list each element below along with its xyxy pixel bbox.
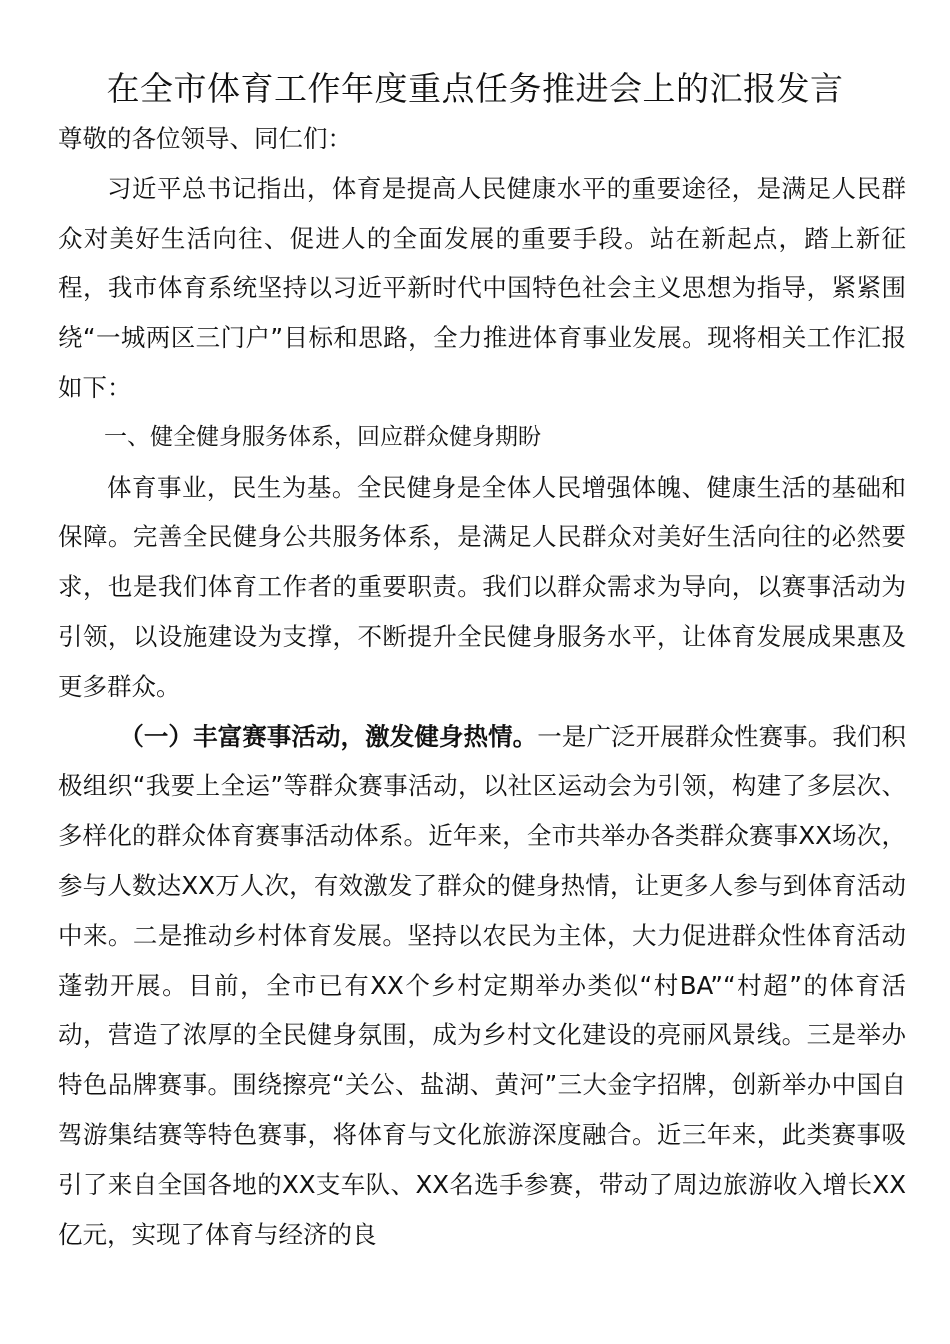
document-body (58, 114, 906, 1259)
document-title: 在全市体育工作年度重点任务推进会上的汇报发言 (106, 69, 844, 108)
subsection-paragraph (58, 712, 906, 1260)
subsection-text: 一是广泛开展群众性赛事。我们积极组织“我要上全运”等群众赛事活动，以社区运动会为引领，构建了多层次、多样化的群众体育赛事活动体系。近年来，全市共举办各类群众赛事XX场次，参与人数达XX万人次，有效激发了群众的健身热情，让更多人参与到体育活动中来。二是推动乡村体育发展。坚持以农民为主体，大力促进群众性体育活动蓬勃开展。目前，全市已有XX个乡村定期举办类似“村BA”“村超”的体育活动，营造了浓厚的全民健身氛围，成为乡村文化建设的亮丽风景线。三是举办特色品牌赛事。围绕擦亮“关公、盐湖、黄河”三大金字招牌，创新举办中国自驾游集结赛等特色赛事，将体育与文化旅游深度融合。近三年来，此类赛事吸引了来自全国各地的XX支车队、XX名选手参赛，带动了周边旅游收入增长XX亿元，实现了体育与经济的良 (58, 721, 907, 1249)
section-heading: 一、健全健身服务体系，回应群众健身期盼 (104, 423, 541, 450)
subsection-heading: （一）丰富赛事活动，激发健身热情。 (119, 721, 538, 751)
salutation: 尊敬的各位领导、同仁们： (58, 124, 352, 153)
intro-paragraph: 习近平总书记指出，体育是提高人民健康水平的重要途径，是满足人民群众对美好生活向往、促进人的全面发展的重要手段。站在新起点，踏上新征程，我市体育系统坚持以习近平新时代中国特色社会主义思想为指导，紧紧围绕“一城两区三门户”目标和思路，全力推进体育事业发展。现将相关工作汇报如下： (58, 173, 906, 402)
section-paragraph: 体育事业，民生为基。全民健身是全体人民增强体魄、健康生活的基础和保障。完善全民健身公共服务体系，是满足人民群众对美好生活向往的必然要求，也是我们体育工作者的重要职责。我们以群众需求为导向，以赛事活动为引领，以设施建设为支撑，不断提升全民健身服务水平，让体育发展成果惠及更多群众。 (58, 472, 906, 701)
